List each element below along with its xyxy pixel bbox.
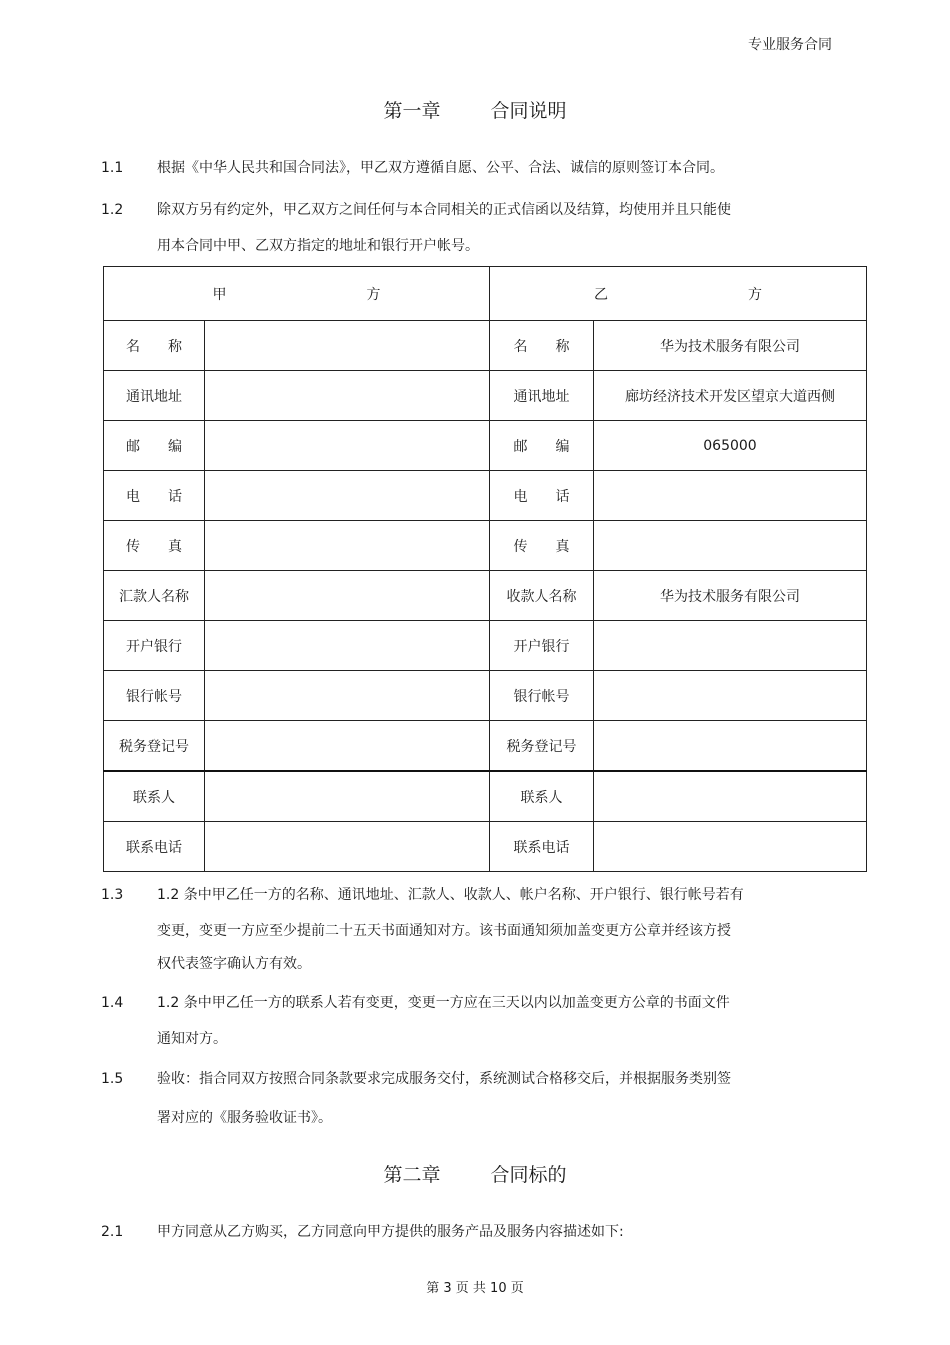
party-a-header-right: 方 xyxy=(366,286,381,303)
party-b-field-value xyxy=(594,771,867,822)
party-a-field-value xyxy=(205,321,490,371)
party-a-field-label: 税务登记号 xyxy=(104,721,205,772)
party-b-field-label: 联系人 xyxy=(490,771,594,822)
party-b-field-label: 收款人名称 xyxy=(490,571,594,621)
party-b-field-label: 名 称 xyxy=(490,321,594,371)
party-b-header-left: 乙 xyxy=(594,286,608,303)
party-a-field-label: 邮 编 xyxy=(104,421,205,471)
party-a-field-value xyxy=(205,621,490,671)
party-a-field-value xyxy=(205,571,490,621)
table-row xyxy=(104,471,867,521)
party-b-field-value xyxy=(594,621,867,671)
section-number: 1.1 xyxy=(101,160,124,176)
party-b-field-value: 065000 xyxy=(594,421,867,471)
table-row xyxy=(104,822,867,872)
party-a-field-value xyxy=(205,771,490,822)
page-footer: 第 3 页 共 10 页 xyxy=(426,1281,524,1296)
party-a-field-value xyxy=(205,371,490,421)
party-b-field-value: 廊坊经济技术开发区望京大道西侧 xyxy=(594,371,867,421)
chapter-1-heading xyxy=(0,96,950,123)
section-number: 1.2 xyxy=(101,202,124,218)
party-b-field-label: 银行帐号 xyxy=(490,671,594,721)
party-a-field-value xyxy=(205,421,490,471)
table-row xyxy=(104,771,867,822)
section-1-3-line2: 变更，变更一方应至少提前二十五天书面通知对方。该书面通知须加盖变更方公章并经该方授 xyxy=(157,923,731,939)
party-b-field-label: 税务登记号 xyxy=(490,721,594,772)
chapter-2-label: 第二章 xyxy=(383,1164,441,1186)
party-a-field-label: 通讯地址 xyxy=(104,371,205,421)
chapter-2-title: 合同标的 xyxy=(490,1164,567,1186)
section-1-1-text: 根据《中华人民共和国合同法》，甲乙双方遵循自愿、公平、合法、诚信的原则签订本合同。 xyxy=(157,160,724,176)
party-a-field-label: 联系电话 xyxy=(104,822,205,872)
document-header-title: 专业服务合同 xyxy=(748,37,832,53)
party-a-field-value xyxy=(205,822,490,872)
section-1-3-line1: 1.2 条中甲乙任一方的名称、通讯地址、汇款人、收款人、帐户名称、开户银行、银行帐号若有 xyxy=(157,887,744,903)
party-b-field-label: 联系电话 xyxy=(490,822,594,872)
contact-info-table xyxy=(103,266,867,872)
party-b-field-label: 电 话 xyxy=(490,471,594,521)
section-2-1-text: 甲方同意从乙方购买，乙方同意向甲方提供的服务产品及服务内容描述如下: xyxy=(157,1224,624,1240)
table-row xyxy=(104,721,867,772)
section-1-5-line1: 验收：指合同双方按照合同条款要求完成服务交付，系统测试合格移交后，并根据服务类别签 xyxy=(157,1071,731,1087)
party-b-field-label: 邮 编 xyxy=(490,421,594,471)
section-1-3-line3: 权代表签字确认方有效。 xyxy=(157,956,311,972)
party-b-field-value xyxy=(594,822,867,872)
party-b-field-value xyxy=(594,521,867,571)
table-header-row xyxy=(104,267,867,321)
party-b-field-value: 华为技术服务有限公司 xyxy=(594,571,867,621)
party-a-field-value xyxy=(205,721,490,772)
section-1-2-line2: 用本合同中甲、乙双方指定的地址和银行开户帐号。 xyxy=(157,238,479,254)
party-a-field-value xyxy=(205,671,490,721)
party-a-field-label: 电 话 xyxy=(104,471,205,521)
section-1-2-line1: 除双方另有约定外，甲乙双方之间任何与本合同相关的正式信函以及结算，均使用并且只能使 xyxy=(157,202,731,218)
chapter-2-heading xyxy=(0,1160,950,1187)
party-a-field-label: 联系人 xyxy=(104,771,205,822)
party-a-header-left: 甲 xyxy=(212,286,227,303)
table-row xyxy=(104,621,867,671)
party-a-field-label: 汇款人名称 xyxy=(104,571,205,621)
table-row xyxy=(104,321,867,371)
party-b-header xyxy=(490,267,867,321)
party-b-field-value xyxy=(594,721,867,772)
party-b-field-label: 通讯地址 xyxy=(490,371,594,421)
section-number: 1.4 xyxy=(101,995,124,1011)
party-a-field-label: 名 称 xyxy=(104,321,205,371)
section-number: 1.3 xyxy=(101,887,124,903)
party-b-field-value: 华为技术服务有限公司 xyxy=(594,321,867,371)
party-a-field-label: 银行帐号 xyxy=(104,671,205,721)
chapter-1-label: 第一章 xyxy=(383,100,441,122)
party-b-header-right: 方 xyxy=(748,286,762,303)
party-b-field-value xyxy=(594,471,867,521)
party-a-field-value xyxy=(205,471,490,521)
party-b-field-value xyxy=(594,671,867,721)
party-b-field-label: 开户银行 xyxy=(490,621,594,671)
party-a-header xyxy=(104,267,490,321)
party-a-field-label: 传 真 xyxy=(104,521,205,571)
table-row xyxy=(104,421,867,471)
table-row xyxy=(104,671,867,721)
party-a-field-label: 开户银行 xyxy=(104,621,205,671)
table-row xyxy=(104,521,867,571)
chapter-1-title: 合同说明 xyxy=(490,100,567,122)
section-1-5-line2: 署对应的《服务验收证书》。 xyxy=(157,1110,332,1126)
table-row xyxy=(104,371,867,421)
party-b-field-label: 传 真 xyxy=(490,521,594,571)
section-1-4-line1: 1.2 条中甲乙任一方的联系人若有变更，变更一方应在三天以内以加盖变更方公章的书面文件 xyxy=(157,995,730,1011)
section-1-4-line2: 通知对方。 xyxy=(157,1031,227,1047)
section-number: 1.5 xyxy=(101,1071,124,1087)
section-number: 2.1 xyxy=(101,1224,124,1240)
table-row xyxy=(104,571,867,621)
party-a-field-value xyxy=(205,521,490,571)
